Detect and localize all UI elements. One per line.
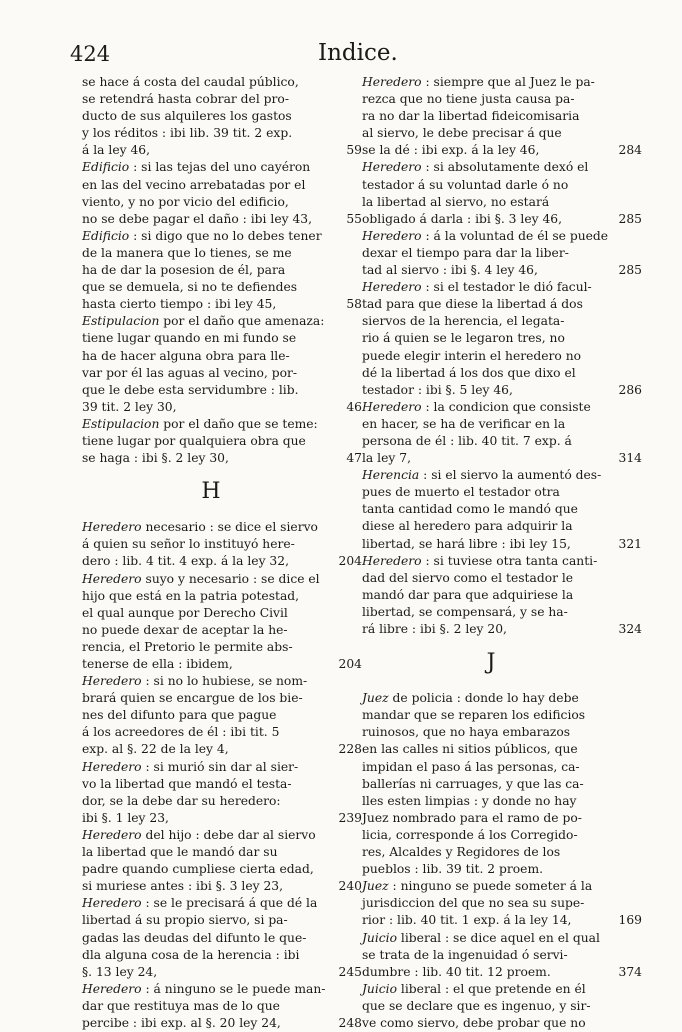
entry-line: Heredero : si murió sin dar al sier- — [82, 759, 299, 774]
entry-line: si muriese antes : ibi §. 3 ley 23, — [82, 879, 284, 894]
index-entry — [82, 228, 362, 313]
entry-line: testador á su voluntad darle ó no — [362, 177, 569, 192]
index-entry — [82, 159, 362, 227]
page-reference: 55 — [346, 211, 362, 226]
entry-line: rior : lib. 40 tit. 1 exp. á la ley 14, — [362, 913, 572, 928]
entry-line: libertad, se hará libre : ibi ley 15, — [362, 536, 571, 551]
entry-line: libertad, se compensará, y se ha- — [362, 604, 568, 619]
entry-line: dla alguna cosa de la herencia : ibi — [82, 947, 300, 962]
page-reference: 286 — [618, 382, 642, 397]
index-entry — [362, 159, 642, 227]
entry-line: al siervo, le debe precisar á que — [362, 126, 562, 141]
entry-line: tad para que diese la libertad á dos — [362, 297, 583, 312]
page-number: 424 — [70, 42, 111, 66]
entry-line: se hace á costa del caudal público, — [82, 75, 299, 89]
entry-line: dé la libertad á los dos que dixo el — [362, 365, 576, 380]
entry-line: que se demuela, si no te defiendes — [82, 280, 298, 295]
entry-line: se retendrá hasta cobrar del pro- — [82, 92, 289, 107]
page-reference: 374 — [618, 964, 642, 979]
index-entry — [362, 690, 620, 878]
entry-line: nes del difunto para que pague — [82, 708, 277, 723]
entry-line: se trata de la ingenuidad ó servi- — [362, 947, 568, 962]
page-reference: 245 — [338, 964, 362, 979]
index-entry — [362, 228, 642, 279]
entry-line: testador : ibi §. 5 ley 46, — [362, 382, 513, 397]
page-reference: 285 — [618, 263, 642, 278]
entry-line: ha de dar la posesion de él, para — [82, 263, 286, 278]
entry-line: no se debe pagar el daño : ibi ley 43, — [82, 211, 313, 226]
entry-headword: Heredero — [82, 827, 142, 842]
entries-b — [82, 519, 362, 1032]
entry-line: en las del vecino arrebatadas por el — [82, 177, 306, 192]
entry-line: persona de él : lib. 40 tit. 7 exp. á — [362, 433, 572, 448]
entry-line: licia, corresponde á los Corregido- — [362, 827, 578, 842]
entry-line: que se declare que es ingenuo, y sir- — [362, 998, 591, 1013]
index-entry — [362, 279, 642, 399]
entry-headword: Heredero — [362, 160, 422, 175]
entry-line: Heredero : se le precisará á que dé la — [82, 896, 318, 911]
entry-line: libertad á su propio siervo, si pa- — [82, 913, 288, 928]
page-reference: 169 — [618, 913, 642, 928]
entry-line: de la manera que lo tienes, se me — [82, 245, 292, 260]
entry-line: que le debe esta servidumbre : lib. — [82, 382, 299, 397]
entry-headword: Juez — [362, 879, 389, 894]
entry-line: Heredero : á ninguno se le puede man- — [82, 981, 326, 996]
entry-line: el qual aunque por Derecho Civil — [82, 605, 288, 620]
entry-headword: Heredero — [82, 759, 142, 774]
entry-line: ra no dar la libertad fideicomisaria — [362, 109, 580, 124]
page-reference: 47 — [346, 451, 362, 466]
entry-line: en hacer, se ha de verificar en la — [362, 416, 566, 431]
index-entry — [82, 827, 362, 895]
entries-a — [82, 74, 362, 467]
entry-line: hasta cierto tiempo : ibi ley 45, — [82, 297, 277, 312]
entry-line: lles esten limpias : y donde no hay — [362, 793, 577, 808]
entry-line: ballerías ni carruages, y que las ca- — [362, 776, 584, 791]
index-entry — [362, 553, 642, 638]
entry-line: rencia, el Pretorio le permite abs- — [82, 639, 293, 654]
section-letter-j: J — [486, 650, 496, 676]
left-column — [82, 74, 362, 1032]
entry-line: pues de muerto el testador otra — [362, 485, 560, 500]
entry-headword: Heredero — [82, 674, 142, 689]
entries-b — [362, 690, 642, 1032]
entry-headword: Heredero — [82, 520, 142, 535]
index-entry — [362, 930, 642, 981]
entry-headword: Estipulacion — [82, 416, 160, 431]
entry-line: Heredero : si no lo hubiese, se nom- — [82, 674, 308, 689]
section-letter-h: H — [201, 479, 221, 505]
entry-line: 39 tit. 2 ley 30, — [82, 399, 177, 414]
entry-line: Heredero : si el testador le dió facul- — [362, 280, 592, 295]
page-reference: 59 — [346, 143, 362, 158]
page-reference: 58 — [346, 297, 362, 312]
page-reference: 324 — [618, 622, 642, 636]
entry-line: Heredero suyo y necesario : se dice el — [82, 571, 320, 586]
entry-line: Heredero : si tuviese otra tanta canti- — [362, 553, 598, 568]
entry-line: var por él las aguas al vecino, por- — [82, 365, 298, 380]
entry-headword: Estipulacion — [82, 314, 160, 329]
index-entry — [82, 571, 362, 674]
entry-line: puede elegir interin el heredero no — [362, 348, 582, 363]
entry-line: ve como siervo, debe probar que no — [362, 1015, 586, 1030]
page-reference: 46 — [346, 399, 362, 414]
entry-line: hijo que está en la patria potestad, — [82, 588, 300, 603]
entry-headword: Heredero — [82, 896, 142, 911]
entry-line: ibi §. 1 ley 23, — [82, 810, 169, 825]
entry-line: dad del siervo como el testador le — [362, 570, 574, 585]
page-reference: 240 — [338, 879, 362, 894]
entry-line: tad al siervo : ibi §. 4 ley 46, — [362, 263, 538, 278]
entry-headword: Heredero — [82, 981, 142, 996]
entry-line: dor, se la debe dar su heredero: — [82, 793, 281, 808]
entry-line: á los acreedores de él : ibi tit. 5 — [82, 725, 280, 740]
index-entry — [82, 416, 362, 467]
entry-line: jurisdiccion del que no sea su supe- — [362, 896, 585, 911]
index-entry — [82, 519, 362, 570]
entry-line: Heredero : la condicion que consiste — [362, 399, 591, 414]
entry-line: Juez nombrado para el ramo de po- — [362, 810, 582, 825]
page-reference: 228 — [338, 742, 362, 757]
entry-headword: Edificio — [82, 160, 130, 175]
entry-headword: Edificio — [82, 228, 130, 243]
running-head: Indice. — [318, 40, 398, 66]
entry-line: rio á quien se le legaron tres, no — [362, 331, 565, 346]
entry-line: tiene lugar quando en mi fundo se — [82, 331, 297, 346]
entry-line: Estipulacion por el daño que amenaza: — [82, 314, 325, 329]
entry-line: Herencia : si el siervo la aumentó des- — [362, 468, 602, 483]
entry-headword: Heredero — [362, 75, 422, 89]
entry-line: gadas las deudas del difunto le que- — [82, 930, 307, 945]
index-entry — [82, 759, 362, 827]
index-entry — [82, 74, 362, 159]
entry-line: obligado á darla : ibi §. 3 ley 46, — [362, 211, 563, 226]
entry-line: rezca que no tiene justa causa pa- — [362, 92, 575, 107]
page-reference: 204 — [338, 554, 362, 569]
entry-headword: Juicio — [362, 930, 398, 945]
entry-line: tanta cantidad como le mandó que — [362, 502, 578, 517]
entry-headword: Juez — [362, 691, 389, 706]
entry-headword: Herencia — [362, 468, 420, 483]
entry-line: Juicio liberal : el que pretende en él — [362, 981, 586, 996]
entry-line: §. 13 ley 24, — [82, 964, 158, 979]
entry-line: se la dé : ibi exp. á la ley 46, — [362, 143, 540, 158]
page-reference: 284 — [618, 143, 642, 158]
entry-line: la ley 7, — [362, 451, 411, 466]
index-entry — [362, 399, 642, 467]
entry-line: rá libre : ibi §. 2 ley 20, — [362, 622, 507, 636]
entry-line: Heredero necesario : se dice el siervo — [82, 520, 318, 535]
index-entry — [82, 673, 362, 758]
index-entry — [362, 878, 642, 929]
entry-line: en las calles ni sitios públicos, que — [362, 742, 578, 757]
entry-line: Estipulacion por el daño que se teme: — [82, 416, 318, 431]
entries-a — [362, 74, 642, 638]
entry-line: mandar que se reparen los edificios — [362, 708, 586, 723]
entry-line: dar que restituya mas de lo que — [82, 998, 280, 1013]
page-reference: 314 — [618, 451, 642, 466]
page-reference: 321 — [618, 536, 642, 551]
entry-headword: Heredero — [82, 571, 142, 586]
entry-line: la libertad al siervo, no estará — [362, 194, 550, 209]
entry-line: á la ley 46, — [82, 143, 151, 158]
index-entry — [362, 74, 642, 159]
entry-line: ruinosos, que no haya embarazos — [362, 725, 571, 740]
index-entry — [362, 981, 620, 1032]
entry-headword: Heredero — [362, 399, 422, 414]
index-entry — [82, 981, 362, 1032]
entry-line: Heredero : si absolutamente dexó el — [362, 160, 589, 175]
entry-headword: Heredero — [362, 228, 422, 243]
index-entry — [82, 895, 362, 980]
entry-line: y los réditos : ibi lib. 39 tit. 2 exp. — [82, 126, 293, 141]
right-column — [362, 74, 642, 1032]
entry-line: ha de hacer alguna obra para lle- — [82, 348, 290, 363]
entry-line: Heredero : siempre que al Juez le pa- — [362, 75, 595, 89]
entry-line: tenerse de ella : ibidem, — [82, 657, 233, 671]
entry-headword: Heredero — [362, 280, 422, 295]
entry-line: dero : lib. 4 tit. 4 exp. á la ley 32, — [82, 554, 289, 569]
entry-line: tiene lugar por qualquiera obra que — [82, 433, 306, 448]
entry-line: percibe : ibi exp. al §. 20 ley 24, — [82, 1015, 281, 1030]
entry-line: brará quien se encargue de los bie- — [82, 691, 303, 706]
entry-line: diese al heredero para adquirir la — [362, 519, 573, 534]
entry-line: la libertad que le mandó dar su — [82, 845, 278, 860]
page-reference: 204 — [338, 657, 362, 671]
page-reference: 248 — [338, 1015, 362, 1030]
entry-line: padre quando cumpliese cierta edad, — [82, 862, 314, 877]
page-reference: 239 — [338, 810, 362, 825]
entry-line: viento, y no por vicio del edificio, — [82, 194, 289, 209]
entry-line: dumbre : lib. 40 tit. 12 proem. — [362, 964, 551, 979]
entry-line: á quien su señor lo instituyó here- — [82, 537, 295, 552]
entry-line: Juicio liberal : se dice aquel en el qual — [362, 930, 600, 945]
entry-headword: Juicio — [362, 981, 398, 996]
entry-line: vo la libertad que mandó el testa- — [82, 776, 292, 791]
entry-line: Juez : ninguno se puede someter á la — [362, 879, 593, 894]
entry-line: Edificio : si las tejas del uno cayéron — [82, 160, 311, 175]
index-entry — [362, 467, 642, 552]
entry-headword: Heredero — [362, 553, 422, 568]
entry-line: res, Alcaldes y Regidores de los — [362, 845, 561, 860]
entry-line: Juez de policia : donde lo hay debe — [362, 691, 579, 706]
page-reference: 285 — [618, 211, 642, 226]
entry-line: ducto de sus alquileres los gastos — [82, 109, 292, 124]
entry-line: Heredero : á la voluntad de él se puede — [362, 228, 609, 243]
entry-line: mandó dar para que adquiriese la — [362, 587, 574, 602]
entry-line: exp. al §. 22 de la ley 4, — [82, 742, 229, 757]
entry-line: dexar el tiempo para dar la liber- — [362, 245, 569, 260]
entry-line: Heredero del hijo : debe dar al siervo — [82, 827, 316, 842]
index-entry — [82, 313, 362, 416]
entry-line: impidan el paso á las personas, ca- — [362, 759, 580, 774]
entry-line: se haga : ibi §. 2 ley 30, — [82, 451, 229, 466]
entry-line: no puede dexar de aceptar la he- — [82, 622, 288, 637]
entry-line: pueblos : lib. 39 tit. 2 proem. — [362, 862, 544, 877]
entry-line: siervos de la herencia, el legata- — [362, 314, 565, 329]
entry-line: Edificio : si digo que no lo debes tener — [82, 228, 322, 243]
